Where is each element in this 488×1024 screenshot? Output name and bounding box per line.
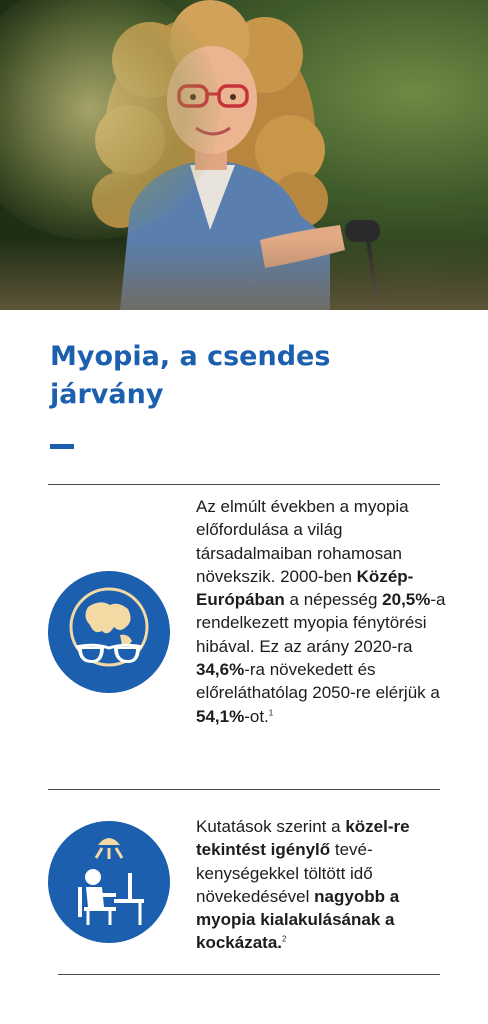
near-work-risk-text: Kutatások szerint a közel-re tekintést igénylő tevé-kenységekkel töltött idő növekedésével nagyobb a myopia kialakulásának a kockázata.$^2$	[196, 817, 410, 953]
section-title: Myopia, a csendes járvány	[50, 341, 331, 410]
divider	[48, 484, 440, 485]
divider	[58, 974, 440, 975]
divider	[48, 789, 440, 790]
footnote-1: 1	[268, 708, 274, 718]
globe-glasses-icon	[48, 571, 170, 693]
title-dash	[50, 444, 74, 449]
person-at-desk-icon	[48, 821, 170, 943]
myopia-prevalence-text: Az elmúlt években a myopia előfordulása a világ társadalmaiban rohamosan növekszik. 2000-ben Közép-Európában a népesség 20,5%-a rendelkezett myopia fénytörési hibával. Ez az arány 2020-ra 34,6%-ra növekedett és előreláthatólag 2050-re elérjük a 54,1%-ot.$^1$	[196, 497, 446, 726]
hero-photo	[0, 0, 488, 310]
footnote-2: 2	[282, 934, 287, 944]
background-ground	[0, 240, 488, 310]
